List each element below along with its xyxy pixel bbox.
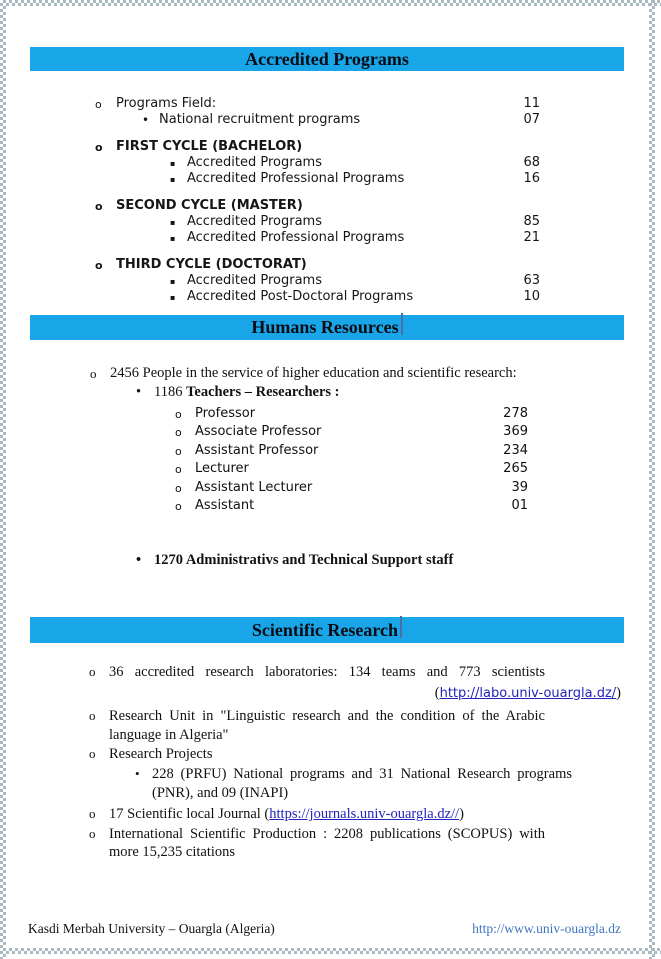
paren-open: ( [434, 684, 440, 701]
bullet-icon: ▪ [170, 277, 176, 286]
count-value: 07 [523, 112, 540, 127]
journal-text: 17 Scientific local Journal ( [109, 806, 270, 823]
bullet-icon: o [175, 426, 182, 440]
research-unit-line1 [0, 707, 545, 726]
count-value: 85 [523, 214, 540, 229]
list-item-label: Accredited Professional Programs [187, 171, 405, 186]
count-value: 63 [523, 273, 540, 288]
count-value: 39 [511, 479, 528, 495]
prfu-text1: 228 (PRFU) National programs and 31 National Research programs [152, 765, 572, 782]
bullet-icon: ▪ [170, 159, 176, 168]
list-item-label: FIRST CYCLE (BACHELOR) [116, 139, 303, 154]
section-title: Scientific Research [251, 620, 399, 640]
page-border-top [0, 0, 661, 6]
bullet-icon: o [175, 408, 182, 421]
prfu-text2: (PNR), and 09 (INAPI) [152, 784, 289, 801]
list-item-label: Accredited Programs [187, 273, 322, 288]
bullet-icon: • [135, 765, 140, 781]
section-header-humans-resources [30, 315, 624, 340]
staff-role-label: Assistant Professor [195, 442, 319, 458]
list-item [0, 155, 661, 171]
production-text1: International Scientific Production : 2208 publications (SCOPUS) with [109, 825, 545, 842]
bullet-icon: o [89, 664, 96, 679]
labo-link[interactable]: http://labo.univ-ouargla.dz/ [439, 685, 617, 701]
list-item [0, 257, 661, 273]
list-item-label: SECOND CYCLE (MASTER) [116, 198, 303, 213]
section-title: Accredited Programs [245, 49, 409, 69]
list-item-label: Accredited Professional Programs [187, 230, 405, 245]
page-border-bottom [0, 948, 661, 954]
journal-line [0, 805, 661, 824]
count-value: 234 [503, 442, 528, 458]
scientific-research-section [0, 663, 661, 862]
staff-row [0, 460, 661, 478]
bullet-icon: o [90, 366, 97, 381]
text-cursor [401, 313, 403, 335]
teachers-total-line [0, 383, 661, 402]
teachers-label: Teachers – Researchers : [186, 384, 340, 400]
prfu-line1 [0, 765, 572, 784]
list-item [0, 289, 661, 305]
staff-row [0, 479, 661, 497]
list-item-label: Accredited Programs [187, 155, 322, 170]
production-text2: more 15,235 citations [109, 844, 236, 861]
staff-row [0, 442, 661, 460]
labs-line [0, 663, 545, 682]
staff-role-label: Assistant [195, 498, 255, 514]
admin-staff-line [0, 551, 661, 570]
prfu-line2 [0, 784, 661, 803]
section-header-scientific-research [30, 617, 624, 643]
people-total-text: 2456 People in the service of higher education and scientific research: [110, 365, 517, 381]
count-value: 369 [503, 424, 528, 440]
accredited-programs-list [0, 96, 661, 305]
list-item [0, 171, 661, 187]
staff-breakdown-list [0, 405, 661, 515]
list-item-label: Accredited Post-Doctoral Programs [187, 289, 414, 304]
staff-row [0, 497, 661, 515]
admin-staff-text: 1270 Administrativs and Technical Support staff [154, 552, 454, 569]
staff-row [0, 405, 661, 423]
bullet-icon: ▪ [170, 218, 176, 227]
bullet-icon: o [95, 259, 103, 272]
bullet-icon: o [175, 481, 182, 495]
bullet-icon: ▪ [170, 175, 176, 184]
list-item-label: Accredited Programs [187, 214, 322, 229]
research-projects-text: Research Projects [109, 746, 213, 763]
list-item [0, 214, 661, 230]
journals-link[interactable]: https://journals.univ-ouargla.dz// [269, 806, 460, 823]
section-header-accredited-programs [30, 47, 624, 71]
list-item [0, 230, 661, 246]
list-item [0, 198, 661, 214]
section-title: Humans Resources [251, 317, 399, 337]
paren-close: ) [616, 684, 621, 701]
count-value: 11 [523, 96, 540, 111]
bullet-icon: • [136, 384, 142, 400]
staff-role-label: Associate Professor [195, 424, 322, 440]
people-total-line [0, 364, 661, 383]
list-item-label: Programs Field: [116, 96, 217, 111]
list-item [0, 139, 661, 155]
count-value: 10 [523, 289, 540, 304]
bullet-icon: ▪ [170, 234, 176, 243]
list-item [0, 112, 661, 128]
research-projects-line [0, 745, 661, 764]
footer-url-link[interactable]: http://www.univ-ouargla.dz [472, 921, 621, 936]
research-unit-text2: language in Algeria" [109, 726, 229, 743]
count-value: 16 [523, 171, 540, 186]
list-item [0, 96, 661, 112]
teachers-count: 1186 [154, 384, 187, 400]
count-value: 21 [523, 230, 540, 245]
staff-role-label: Assistant Lecturer [195, 479, 313, 495]
list-item [0, 273, 661, 289]
bullet-icon: o [89, 708, 96, 724]
bullet-icon: ▪ [170, 293, 176, 302]
bullet-icon: • [136, 552, 142, 569]
count-value: 265 [503, 461, 528, 477]
research-unit-text1: Research Unit in "Linguistic research and the condition of the Arabic [109, 708, 545, 725]
footer-university-name: Kasdi Merbah University – Ouargla (Algeria) [28, 921, 275, 936]
bullet-icon: o [89, 806, 96, 822]
staff-row [0, 423, 661, 441]
list-item-label: THIRD CYCLE (DOCTORAT) [116, 257, 307, 272]
bullet-icon: o [175, 444, 182, 458]
bullet-icon: o [89, 746, 96, 762]
text-cursor [400, 616, 402, 638]
bullet-icon: o [175, 463, 182, 477]
count-value: 278 [503, 406, 528, 421]
labs-text: 36 accredited research laboratories: 134 teams and 773 scientists [109, 664, 545, 680]
bullet-icon: o [89, 825, 96, 841]
staff-role-label: Lecturer [195, 461, 249, 477]
count-value: 68 [523, 155, 540, 170]
research-unit-line2 [0, 726, 661, 745]
list-item-label: National recruitment programs [159, 112, 361, 127]
bullet-icon: • [142, 113, 150, 127]
bullet-icon: o [175, 500, 182, 514]
humans-resources-section [0, 364, 661, 570]
production-line1 [0, 825, 545, 844]
footer-url [472, 921, 621, 937]
production-line2 [0, 843, 661, 862]
paren-close: ) [459, 806, 464, 823]
bullet-icon: o [95, 98, 102, 111]
count-value: 01 [511, 498, 528, 514]
labs-link-line [0, 684, 621, 704]
bullet-icon: o [95, 141, 103, 154]
bullet-icon: o [95, 200, 103, 213]
staff-role-label: Professor [195, 406, 256, 421]
